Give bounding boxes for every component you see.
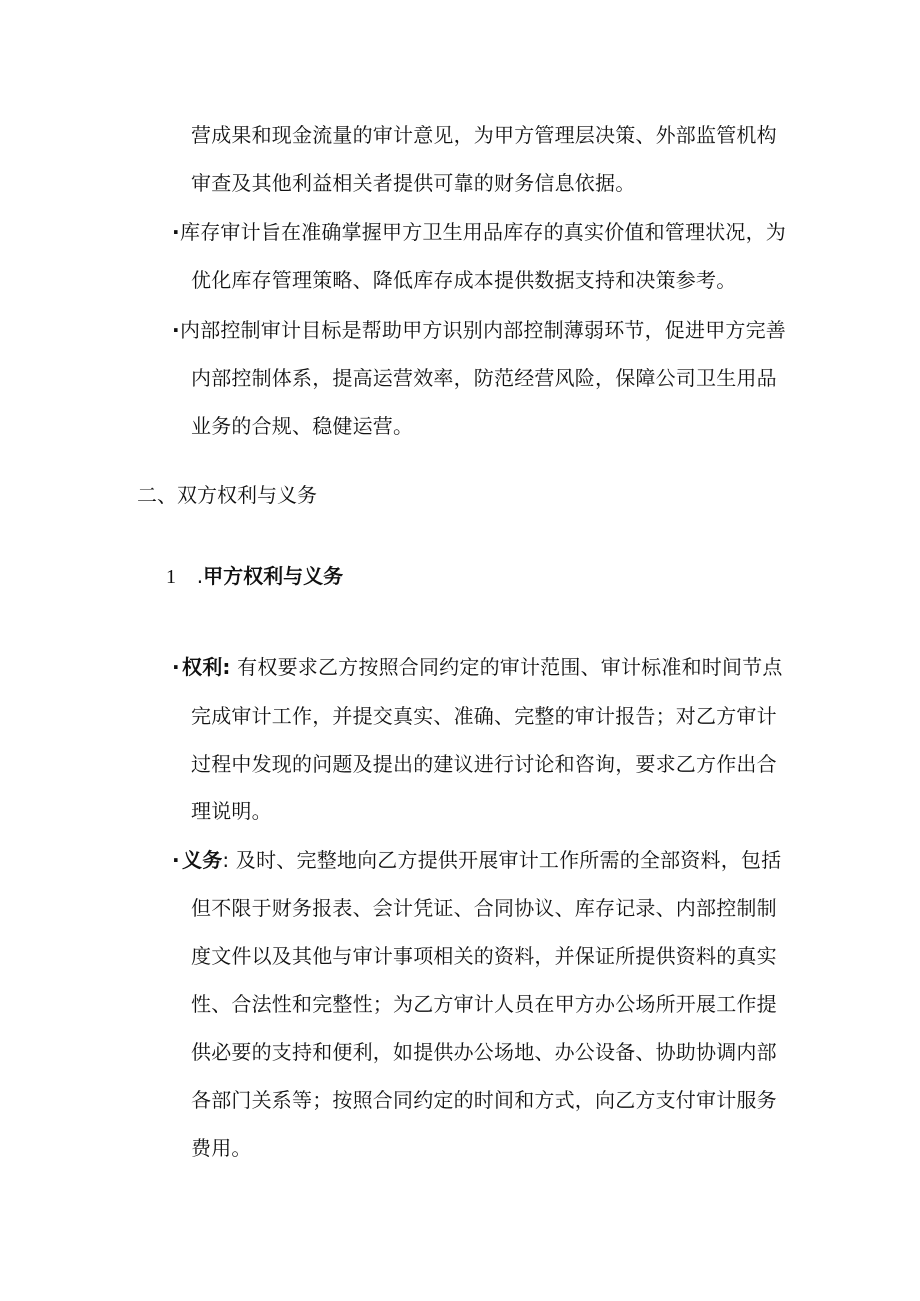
- bullet-icon: ·: [172, 848, 180, 872]
- obligations-line-4: 性、合法性和完整性；为乙方审计人员在甲方办公场所开展工作提: [191, 992, 777, 1016]
- rights-line-4: 理说明。: [191, 799, 272, 823]
- subsection-dot: .: [196, 564, 204, 588]
- inventory-audit-line-1: 库存审计旨在准确掌握甲方卫生用品库存的真实价值和管理状况，为: [180, 220, 786, 244]
- obligations-line-7: 费用。: [191, 1136, 252, 1160]
- obligations-line-1: [182, 845, 781, 875]
- subsection-title: 甲方权利与义务: [203, 564, 344, 588]
- rights-line-3: 过程中发现的问题及提出的建议进行讨论和咨询，要求乙方作出合: [191, 752, 777, 776]
- rights-line-2: 完成审计工作，并提交真实、准确、完整的审计报告；对乙方审计: [191, 704, 777, 728]
- obligations-line-2: 但不限于财务报表、会计凭证、合同协议、库存记录、内部控制制: [191, 896, 777, 920]
- internal-control-line-3: 业务的合规、稳健运营。: [191, 414, 414, 438]
- subsection-one-heading: [166, 561, 343, 592]
- financial-audit-line-2: 审查及其他利益相关者提供可靠的财务信息依据。: [191, 171, 636, 195]
- rights-line-1: [182, 652, 783, 682]
- obligations-first-line: : 及时、完整地向乙方提供开展审计工作所需的全部资料，包括: [222, 848, 782, 872]
- bullet-icon: ·: [172, 318, 180, 342]
- financial-audit-line-1: 营成果和现金流量的审计意见，为甲方管理层决策、外部监管机构: [191, 123, 777, 147]
- rights-label: 权利:: [182, 655, 231, 679]
- internal-control-line-2: 内部控制体系，提高运营效率，防范经营风险，保障公司卫生用品: [191, 366, 777, 390]
- bullet-icon: ·: [172, 220, 180, 244]
- obligations-line-5: 供必要的支持和便利，如提供办公场地、办公设备、协助协调内部: [191, 1040, 777, 1064]
- obligations-label: 义务: [182, 848, 223, 872]
- inventory-audit-line-2: 优化库存管理策略、降低库存成本提供数据支持和决策参考。: [191, 268, 737, 292]
- section-two-title: 二、双方权利与义务: [137, 483, 317, 507]
- obligations-line-6: 各部门关系等；按照合同约定的时间和方式，向乙方支付审计服务: [191, 1088, 777, 1112]
- subsection-number: 1: [166, 566, 176, 588]
- obligations-line-3: 度文件以及其他与审计事项相关的资料，并保证所提供资料的真实: [191, 944, 777, 968]
- internal-control-line-1: 内部控制审计目标是帮助甲方识别内部控制薄弱环节，促进甲方完善: [180, 318, 786, 342]
- rights-first-line: 有权要求乙方按照合同约定的审计范围、审计标准和时间节点: [237, 655, 783, 679]
- bullet-icon: ·: [172, 655, 180, 679]
